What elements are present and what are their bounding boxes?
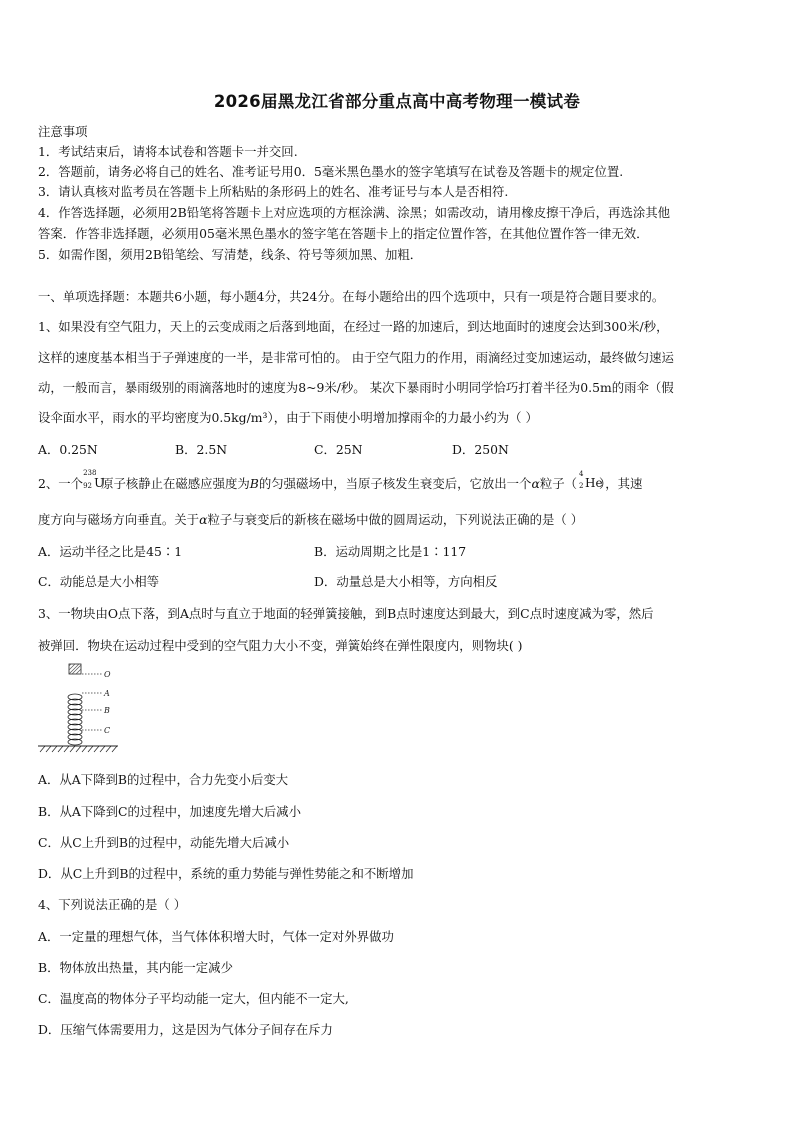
question-1-line: 动，一般而言，暴雨级别的雨滴落地时的速度为8~9米/秒。 某次下暴雨时小明同学恰巧打着半径为0.5m的雨伞（假 <box>38 380 674 395</box>
alpha-symbol: α <box>199 512 208 527</box>
question-2-line <box>38 468 758 492</box>
option-c: C．动能总是大小相等 <box>38 574 159 589</box>
option-c: C．温度高的物体分子平均动能一定大，但内能不一定大, <box>38 991 349 1006</box>
spring-diagram <box>38 660 128 755</box>
question-1-line: 这样的速度基本相当于子弹速度的一半，是非常可怕的。 由于空气阻力的作用，雨滴经过变加速运动，最终做匀速运 <box>38 350 674 365</box>
label-c: C <box>104 726 111 735</box>
question-1-line: 设伞面水平，雨水的平均密度为0.5kg/m³），由于下雨使小明增加撑雨伞的力最小约为（ ） <box>38 410 538 425</box>
level-lines <box>82 674 102 730</box>
q2-text: 原子核静止在磁感应强度为 <box>101 476 250 491</box>
option-a: A．运动半径之比是45∶1 <box>38 544 183 559</box>
element-symbol: U <box>94 475 105 490</box>
ground-hatch <box>40 746 117 752</box>
label-o: O <box>104 670 111 679</box>
option-a: A．0.25N <box>38 442 98 457</box>
notice-item: 4．作答选择题，必须用2B铅笔将答题卡上对应选项的方框涂满、涂黑；如需改动，请用橡皮擦干净后，再选涂其他 <box>38 205 671 220</box>
option-b: B．运动周期之比是1∶117 <box>314 544 467 559</box>
option-d: D．从C上升到B的过程中，系统的重力势能与弹性势能之和不断增加 <box>38 866 414 881</box>
notice-heading: 注意事项 <box>38 124 88 139</box>
atomic-number: 2 <box>579 481 584 490</box>
section-heading: 一、单项选择题：本题共6小题，每小题4分，共24分。在每小题给出的四个选项中，只有一项是符合题目要求的。 <box>38 289 665 304</box>
alpha-symbol: α <box>531 476 540 491</box>
option-d: D．250N <box>452 442 509 457</box>
notice-item: 3．请认真核对监考员在答题卡上所粘贴的条形码上的姓名、准考证号与本人是否相符. <box>38 184 509 199</box>
option-c: C．从C上升到B的过程中，动能先增大后减小 <box>38 835 290 850</box>
q2-text: 粒子（ <box>539 476 577 491</box>
mass-number: 238 <box>83 468 97 477</box>
question-2-line <box>38 510 758 528</box>
option-a: A．从A下降到B的过程中，合力先变小后变大 <box>38 772 289 787</box>
spring-coils <box>68 694 82 745</box>
question-3-line: 被弹回．物块在运动过程中受到的空气阻力大小不变，弹簧始终在弹性限度内，则物块( ) <box>38 638 523 653</box>
q2-text: 粒子与衰变后的新核在磁场中做的圆周运动，下列说法正确的是（ ） <box>207 512 584 527</box>
q2-text: 的匀强磁场中，当原子核发生衰变后，它放出一个 <box>258 476 532 491</box>
uranium-isotope <box>83 468 105 492</box>
label-b: B <box>104 706 110 715</box>
label-a: A <box>104 689 110 698</box>
option-b: B．2.5N <box>175 442 228 457</box>
question-1-line: 1、如果没有空气阻力，天上的云变成雨之后落到地面，在经过一路的加速后，到达地面时的速度会达到300米/秒， <box>38 319 669 334</box>
notice-item: 2．答题前，请务必将自己的姓名、准考证号用0．5毫米黑色墨水的签字笔填写在试卷及答题卡的规定位置. <box>38 164 624 179</box>
element-symbol: He <box>585 475 603 490</box>
option-b: B．从A下降到C的过程中，加速度先增大后减小 <box>38 804 301 819</box>
var-b: B <box>249 476 259 491</box>
option-c: C．25N <box>314 442 363 457</box>
question-4-line: 4、下列说法正确的是（ ） <box>38 897 187 912</box>
q2-text: ），其速 <box>599 476 643 491</box>
atomic-number: 92 <box>83 481 92 490</box>
notice-item: 5．如需作图，须用2B铅笔绘、写清楚，线条、符号等须加黑、加粗． <box>38 247 423 262</box>
mass-number: 4 <box>579 469 584 478</box>
option-d: D．动量总是大小相等，方向相反 <box>314 574 498 589</box>
question-3-line: 3、一物块由O点下落，到A点时与直立于地面的轻弹簧接触，到B点时速度达到最大，到C点时速度减为零，然后 <box>38 606 654 621</box>
option-b: B．物体放出热量，其内能一定减少 <box>38 960 233 975</box>
q2-text: 度方向与磁场方向垂直。关于 <box>38 512 200 527</box>
option-a: A．一定量的理想气体，当气体体积增大时，气体一定对外界做功 <box>38 929 394 944</box>
q2-text: 2、一个 <box>38 476 84 491</box>
option-d: D．压缩气体需要用力，这是因为气体分子间存在斥力 <box>38 1022 333 1037</box>
notice-item: 1．考试结束后，请将本试卷和答题卡一并交回. <box>38 144 298 159</box>
helium-isotope <box>577 469 603 492</box>
page-title: 2026届黑龙江省部分重点高中高考物理一模试卷 <box>213 92 581 111</box>
notice-item: 答案．作答非选择题，必须用05毫米黑色墨水的签字笔在答题卡上的指定位置作答，在其他位置作答一律无效． <box>38 226 649 241</box>
